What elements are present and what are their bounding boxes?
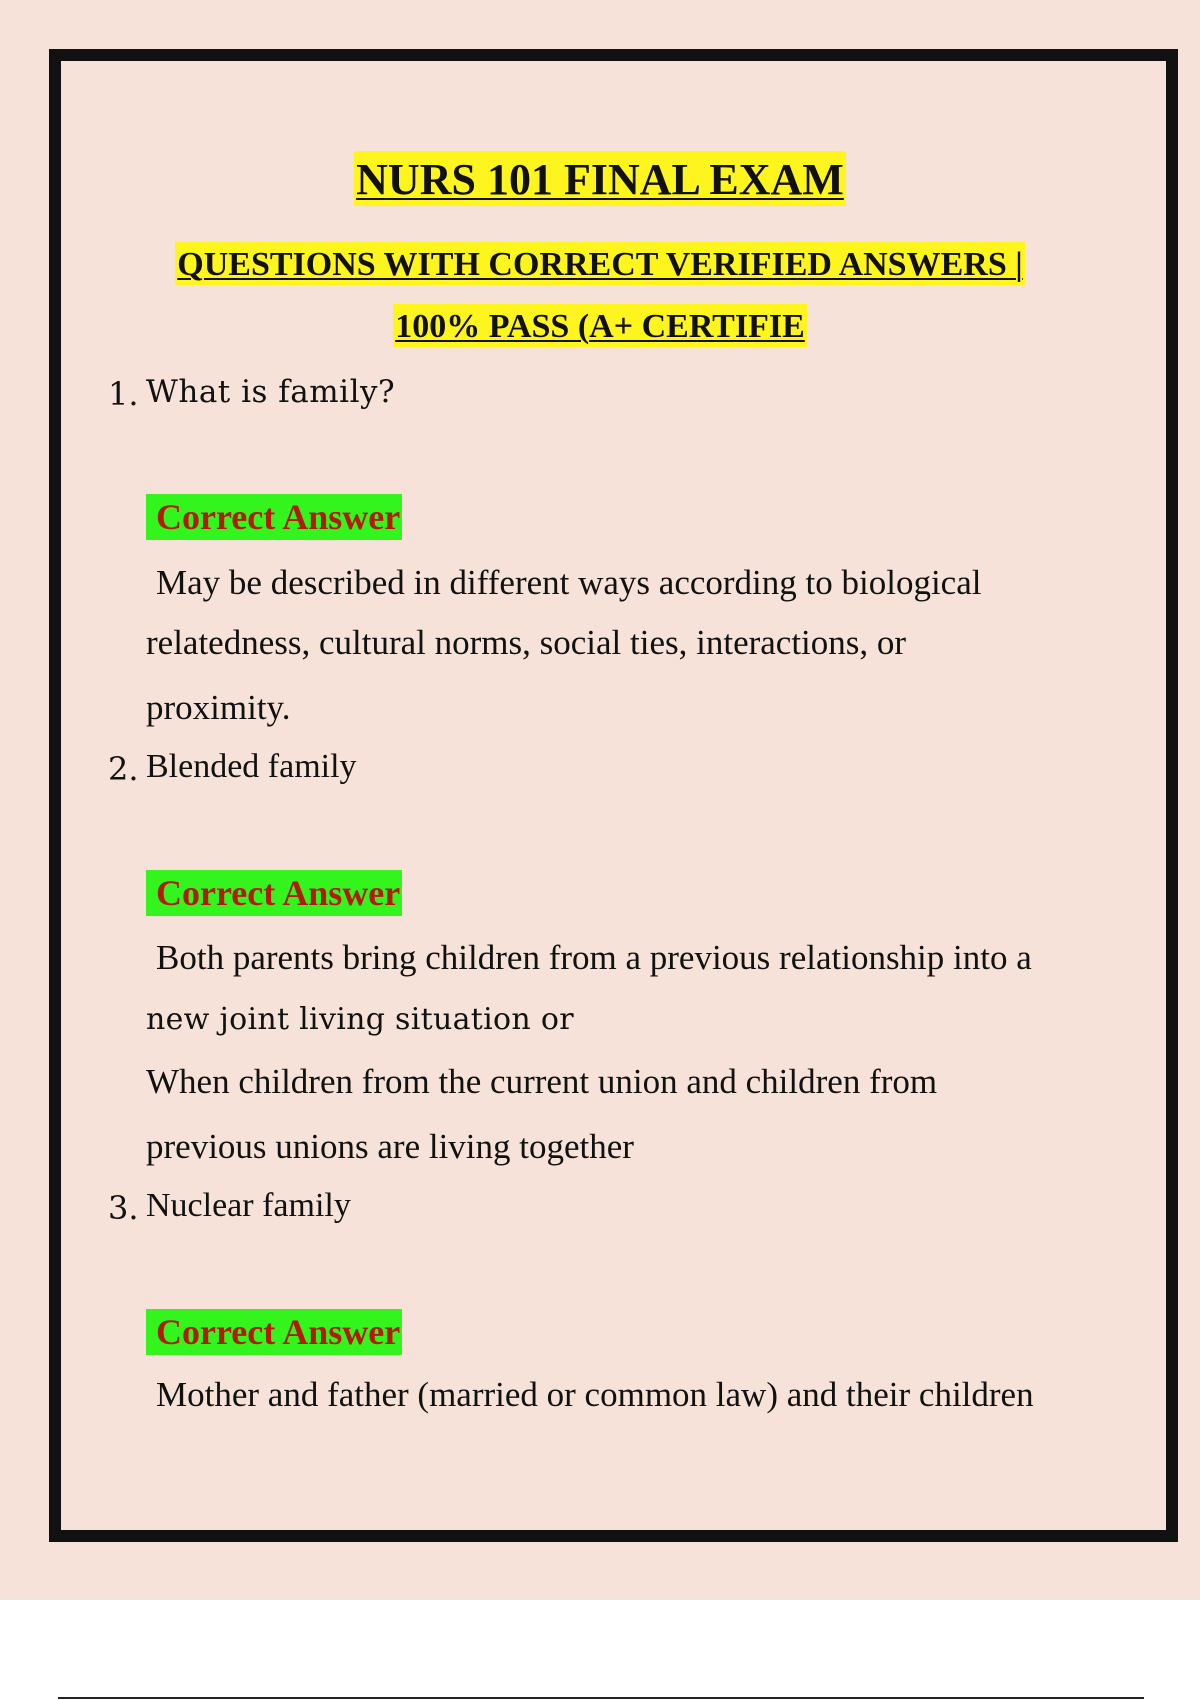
- question-text: Nuclear family: [146, 1187, 351, 1224]
- question-number: 3.: [108, 1189, 139, 1227]
- footer-divider: [58, 1697, 1144, 1699]
- answer-text-line: proximity.: [146, 688, 291, 727]
- answer-text-line: May be described in different ways according to biological: [156, 563, 982, 602]
- answer-text-line: previous unions are living together: [146, 1127, 634, 1166]
- correct-answer-label: Correct Answer: [146, 870, 402, 916]
- question-number: 2.: [108, 750, 139, 788]
- document-subtitle-line-1: QUESTIONS WITH CORRECT VERIFIED ANSWERS |: [0, 248, 1200, 282]
- answer-text-line: new joint living situation or: [146, 1002, 574, 1037]
- question-text: What is family?: [146, 374, 396, 410]
- correct-answer-label: Correct Answer: [146, 494, 402, 540]
- question-number: 1.: [108, 375, 139, 413]
- question-text: Blended family: [146, 748, 357, 785]
- correct-answer-label: Correct Answer: [146, 1309, 402, 1355]
- answer-text-line: When children from the current union and children from: [146, 1062, 938, 1101]
- answer-text-line: relatedness, cultural norms, social ties, interactions, or: [146, 623, 907, 662]
- document-subtitle-line-2: 100% PASS (A+ CERTIFIE: [0, 310, 1200, 344]
- answer-text-line: Mother and father (married or common law) and their children: [156, 1375, 1034, 1414]
- document-title: NURS 101 FINAL EXAM: [0, 158, 1200, 202]
- answer-text-line: Both parents bring children from a previous relationship into a: [156, 938, 1032, 977]
